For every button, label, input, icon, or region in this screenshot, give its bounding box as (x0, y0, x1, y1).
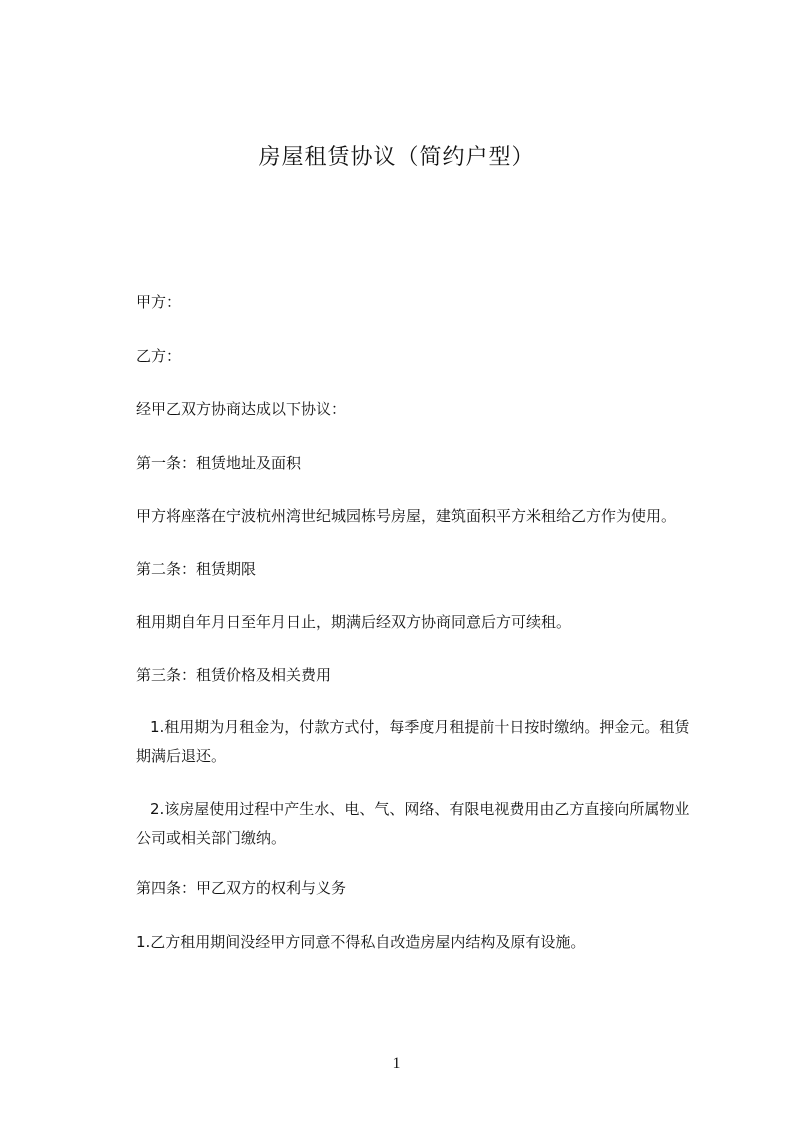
article3-item1: 1.租用期为月租金为，付款方式付，每季度月租提前十日按时缴纳。押金元。租赁期满后退还。 (136, 718, 690, 765)
intro-paragraph: 经甲乙双方协商达成以下协议： (136, 400, 347, 418)
article4-heading: 第四条：甲乙双方的权利与义务 (136, 879, 347, 897)
party-b-line: 乙方： (136, 347, 182, 365)
page-number: 1 (392, 1055, 401, 1072)
article2-body: 租用期自年月日至年月日止，期满后经双方协商同意后方可续租。 (136, 613, 572, 631)
article1-body: 甲方将座落在宁波杭州湾世纪城园栋号房屋，建筑面积平方米租给乙方作为使用。 (136, 507, 677, 525)
article1-heading: 第一条：租赁地址及面积 (136, 454, 302, 472)
party-a-line: 甲方： (136, 293, 182, 311)
document-title: 房屋租赁协议（简约户型） (258, 145, 535, 170)
article4-item1: 1.乙方租用期间没经甲方同意不得私自改造房屋内结构及原有设施。 (136, 933, 586, 951)
article2-heading: 第二条：租赁期限 (136, 560, 257, 578)
article3-heading: 第三条：租赁价格及相关费用 (136, 666, 332, 684)
article3-item2: 2.该房屋使用过程中产生水、电、气、网络、有限电视费用由乙方直接向所属物业公司或相关部门缴纳。 (136, 800, 690, 847)
